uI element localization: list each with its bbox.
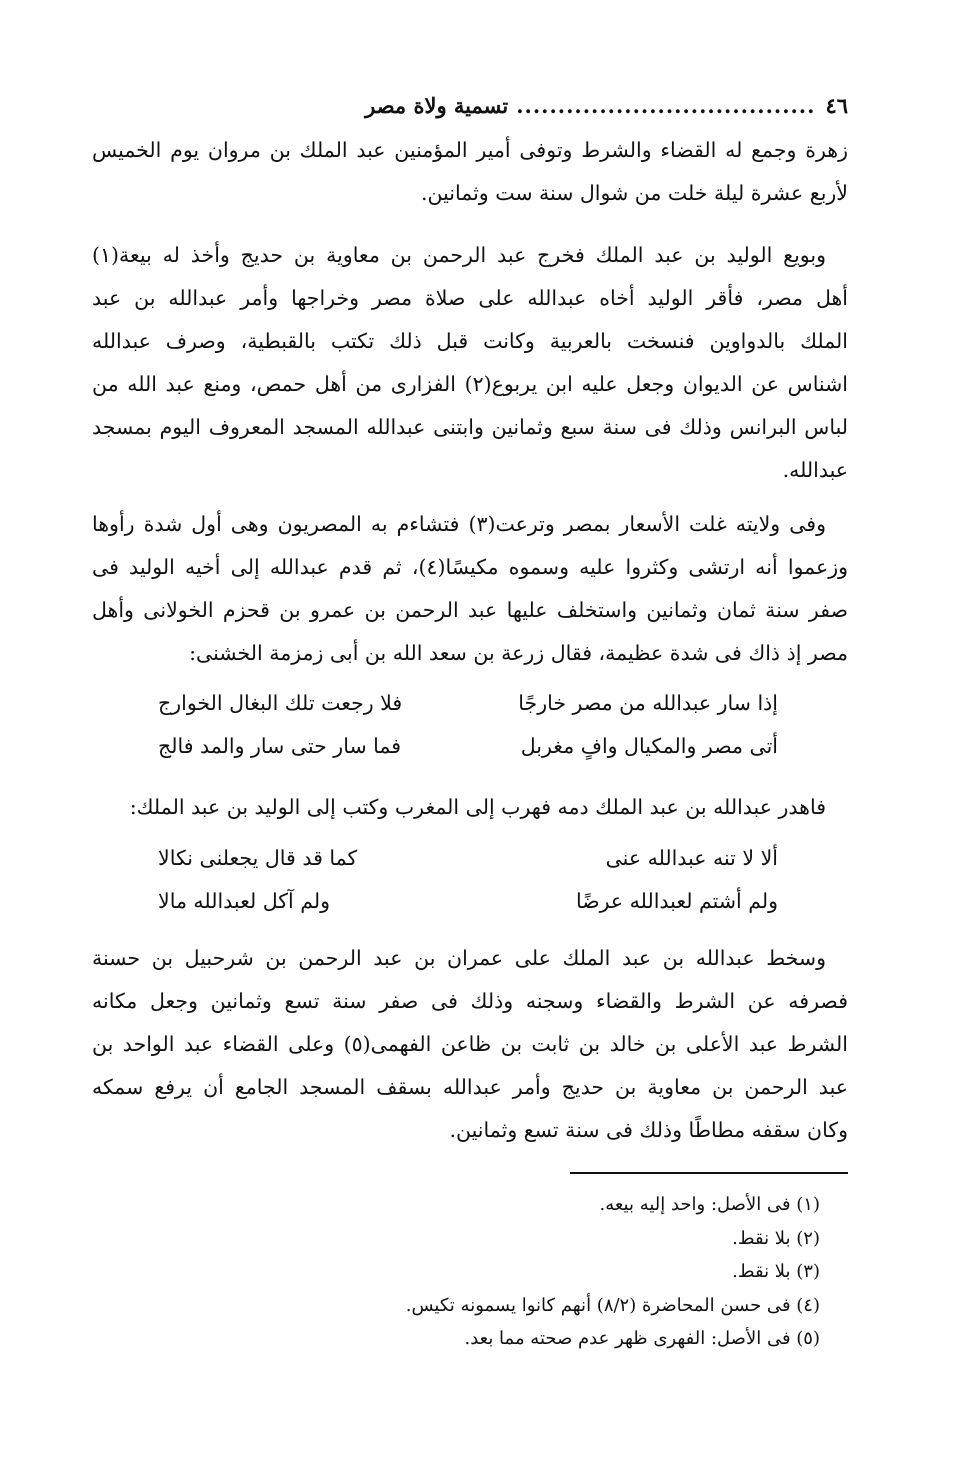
verse-line <box>158 726 778 766</box>
text-line: اشناس عن الديوان وجعل عليه ابن يربوع(٢) الفزارى من أهل حمص، ومنع عبد الله من <box>92 372 848 396</box>
footnote-separator <box>570 1172 848 1174</box>
footnote: (٤) فى حسن المحاضرة (٨/٢) أنهم كانوا يسمونه تكيس. <box>405 1294 820 1316</box>
text-line: الشرط عبد الأعلى بن خالد بن ثابت بن ظاعن الفهمى(٥) وعلى القضاء عبد الواحد بن <box>92 1032 848 1056</box>
text-line: مصر إذ ذاك فى شدة عظيمة، فقال زرعة بن سعد الله بن أبى زمزمة الخشنى: <box>189 641 848 665</box>
text-line: وسخط عبدالله بن عبد الملك على عمران بن عبد الرحمن بن شرحبيل بن حسنة <box>92 946 826 970</box>
verse-hemistich-first: ولم أشتم لعبدالله عرضًا <box>575 889 778 913</box>
text-line: عبدالله. <box>782 458 848 482</box>
text-line: فاهدر عبدالله بن عبد الملك دمه فهرب إلى المغرب وكتب إلى الوليد بن عبد الملك: <box>129 795 826 819</box>
text-line: أهل مصر، فأقر الوليد أخاه عبدالله على صلاة مصر وخراجها وأمر عبدالله بن عبد <box>92 286 848 310</box>
verse-hemistich-first: إذا سار عبدالله من مصر خارجًا <box>518 691 778 715</box>
header-leader-dots: .................................... <box>516 92 816 118</box>
footnotes <box>120 1188 820 1356</box>
paragraph <box>92 503 848 675</box>
verse-hemistich-second: فما سار حتى سار والمد فالج <box>158 734 402 758</box>
verse-hemistich-second: ولم آكل لعبدالله مالا <box>158 889 331 913</box>
running-header <box>92 88 848 122</box>
footnote: (١) فى الأصل: واحد إليه بيعه. <box>599 1194 820 1215</box>
text-line: صفر سنة ثمان وثمانين واستخلف عليها عبد الرحمن بن عمرو بن قحزم الخولانى وأهل <box>92 598 848 622</box>
verse-line <box>158 683 778 723</box>
text-line: وزعموا أنه ارتشى وكثروا عليه وسموه مكيسًا(٤)، ثم قدم عبدالله إلى أخيه الوليد فى <box>92 555 848 579</box>
paragraph <box>92 937 848 1152</box>
text-line: وكان سقفه مطاطًا وذلك فى سنة تسع وثمانين. <box>449 1118 848 1142</box>
verse-line <box>158 838 778 878</box>
verse-line <box>158 881 778 921</box>
verse-hemistich-second: كما قد قال يجعلنى نكالا <box>158 846 358 870</box>
text-line: وبويع الوليد بن عبد الملك فخرج عبد الرحمن بن معاوية بن حديج وأخذ له بيعة(١) <box>92 243 826 267</box>
book-page <box>92 0 848 1482</box>
running-title: تسمية ولاة مصر <box>365 92 509 118</box>
text-line: زهرة وجمع له القضاء والشرط وتوفى أمير المؤمنين عبد الملك بن مروان يوم الخميس <box>92 138 848 162</box>
text-line: فصرفه عن الشرط والقضاء وسجنه وذلك فى صفر سنة تسع وثمانين وجعل مكانه <box>92 989 848 1013</box>
verse-hemistich-first: أتى مصر والمكيال وافٍ مغربل <box>520 734 778 758</box>
footnote: (٣) بلا نقط. <box>732 1261 820 1282</box>
paragraph <box>92 129 848 215</box>
verse-hemistich-first: ألا لا تنه عبدالله عنى <box>605 846 778 870</box>
text-line: وفى ولايته غلت الأسعار بمصر وترعت(٣) فتشاءم به المصريون وهى أول شدة رأوها <box>92 512 826 536</box>
text-line: الملك بالدواوين فنسخت بالعربية وكانت قبل ذلك تكتب بالقبطية، وصرف عبدالله <box>92 329 848 353</box>
text-line: لأربع عشرة ليلة خلت من شوال سنة ست وثمانين. <box>420 181 848 205</box>
footnote: (٥) فى الأصل: الفهرى ظهر عدم صحته مما بعد. <box>464 1328 820 1349</box>
page-number: ٤٦ <box>825 92 848 118</box>
footnote: (٢) بلا نقط. <box>732 1227 820 1249</box>
paragraph <box>92 786 848 829</box>
text-line: لباس البرانس وذلك فى سنة سبع وثمانين وابتنى عبدالله المسجد المعروف اليوم بمسجد <box>92 415 848 439</box>
text-line: عبد الرحمن بن معاوية بن حديج وأمر عبدالله بسقف المسجد الجامع أن يرفع سمكه <box>92 1075 848 1099</box>
verse-hemistich-second: فلا رجعت تلك البغال الخوارج <box>158 691 403 715</box>
paragraph <box>92 234 848 492</box>
